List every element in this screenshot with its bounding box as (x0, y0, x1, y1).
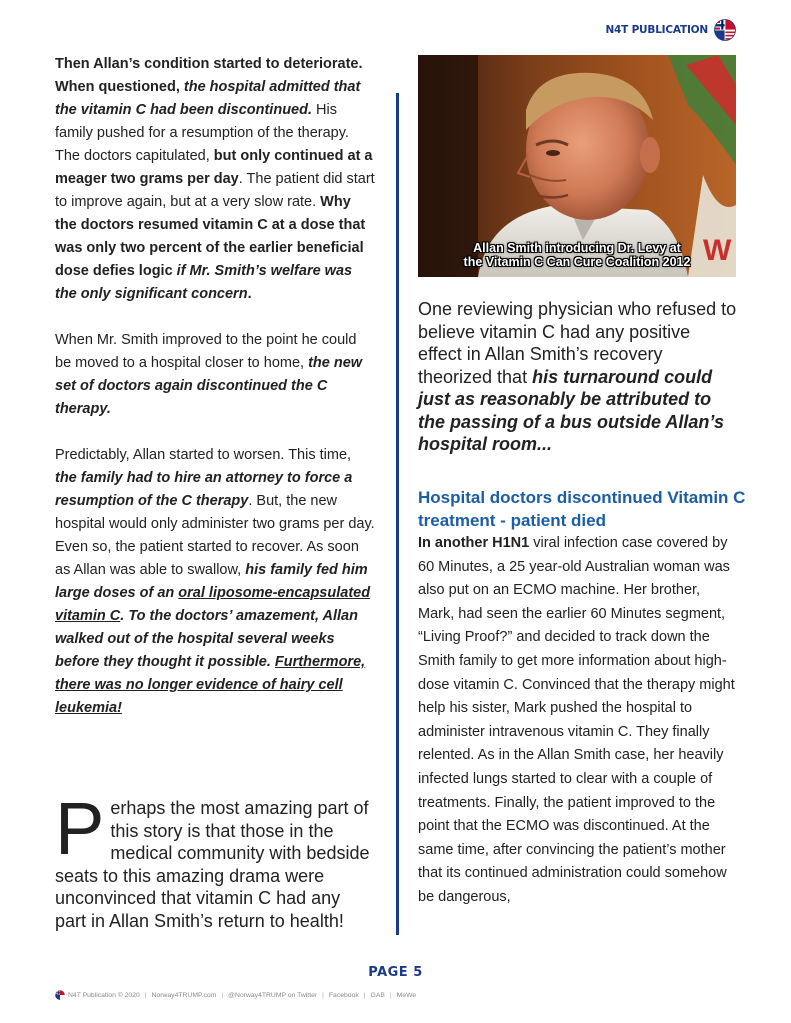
header-brand (605, 18, 736, 42)
footer-separator: | (363, 991, 366, 999)
footer-link-gab[interactable]: GAB (370, 991, 385, 999)
reviewing-physician-quote: One reviewing physician who refused to believe vitamin C had any positive effect in Allan Smith’s recovery theorized that his turnaround could just as reasonably be attributed to the passing of a bus outside Allan’s hospital room... (418, 299, 737, 454)
paragraph-moved-hospital: When Mr. Smith improved to the point he could be moved to a hospital closer to home, the new set of doctors again discontinued the C therapy. (55, 332, 363, 417)
norway-usa-flag-icon (55, 990, 65, 1000)
left-column (55, 53, 375, 720)
pull-quote-text: erhaps the most amazing part of this story is that those in the medical community with bedside seats to this amazing drama were unconvinced that vitamin C had any part in Allan Smith’s return to health! (55, 798, 370, 931)
photo-caption (418, 241, 736, 269)
pull-quote (55, 787, 375, 932)
footer (55, 989, 416, 1001)
section-heading: Hospital doctors discontinued Vitamin C treatment - patient died (418, 488, 746, 530)
footer-link-website[interactable]: Norway4TRUMP.com (151, 991, 217, 999)
footer-link-mewe[interactable]: MeWe (396, 991, 417, 999)
footer-copyright: N4T Publication © 2020 (68, 991, 140, 999)
paragraph-condition-deteriorate: Then Allan’s condition started to deteriorate. When questioned, the hospital admitted that the vitamin C had been discontinued. His family pushed for a resumption of the therapy. The doctors capitulated, but only continued at a meager two grams per day. The patient did start to improve again, but at a very slow rate. Why the doctors resumed vitamin C at a dose that was only two percent of the earlier beneficial dose defies logic if Mr. Smith’s welfare was the only significant concern. (55, 56, 375, 302)
column-divider (396, 93, 399, 935)
caption-line-2: the Vitamin C Can Cure Coalition 2012 (463, 255, 691, 269)
photo-allan-smith (418, 55, 736, 277)
footer-link-facebook[interactable]: Facebook (328, 991, 359, 999)
paragraph-family-attorney: Predictably, Allan started to worsen. This time, the family had to hire an attorney to force a resumption of the C therapy. But, the new hospital would only administer two grams per day. Even so, the patient started to recover. As soon as Allan was able to swallow, his family fed him large doses of an oral liposome-encapsulated vitamin C. To the doctors’ amazement, Allan walked out of the hospital several weeks before they thought it possible. Furthermore, there was no longer evidence of hairy cell leukemia! (55, 447, 375, 716)
footer-separator: | (389, 991, 392, 999)
caption-line-1: Allan Smith introducing Dr. Levy at (473, 241, 681, 255)
publication-name: N4T PUBLICATION (605, 24, 708, 36)
section-body: In another H1N1 viral infection case covered by 60 Minutes, a 25 year-old Australian woman was also put on an ECMO machine. Her brother, Mark, had seen the earlier 60 Minutes segment, “Living Proof?” and decided to track down the Smith family to get more information about high-dose vitamin C. Convinced that the therapy might help his sister, Mark pushed the hospital to administer intravenous vitamin C. They finally relented. As in the Allan Smith case, her heavily infected lungs started to clear with a couple of treatments. Finally, the patient improved to the point that the ECMO was discontinued. At the same time, after convincing the patient’s mother that its continued administration could somehow be dangerous, (418, 535, 735, 905)
footer-separator: | (322, 991, 324, 999)
footer-separator: | (221, 991, 224, 999)
svg-text:W: W (703, 234, 732, 267)
drop-cap: P (55, 787, 105, 870)
norway-usa-flag-icon (714, 19, 736, 41)
footer-link-twitter[interactable]: @Norway4TRUMP on Twitter (228, 991, 318, 999)
page-number: PAGE 5 (368, 965, 423, 980)
footer-separator: | (144, 991, 147, 999)
